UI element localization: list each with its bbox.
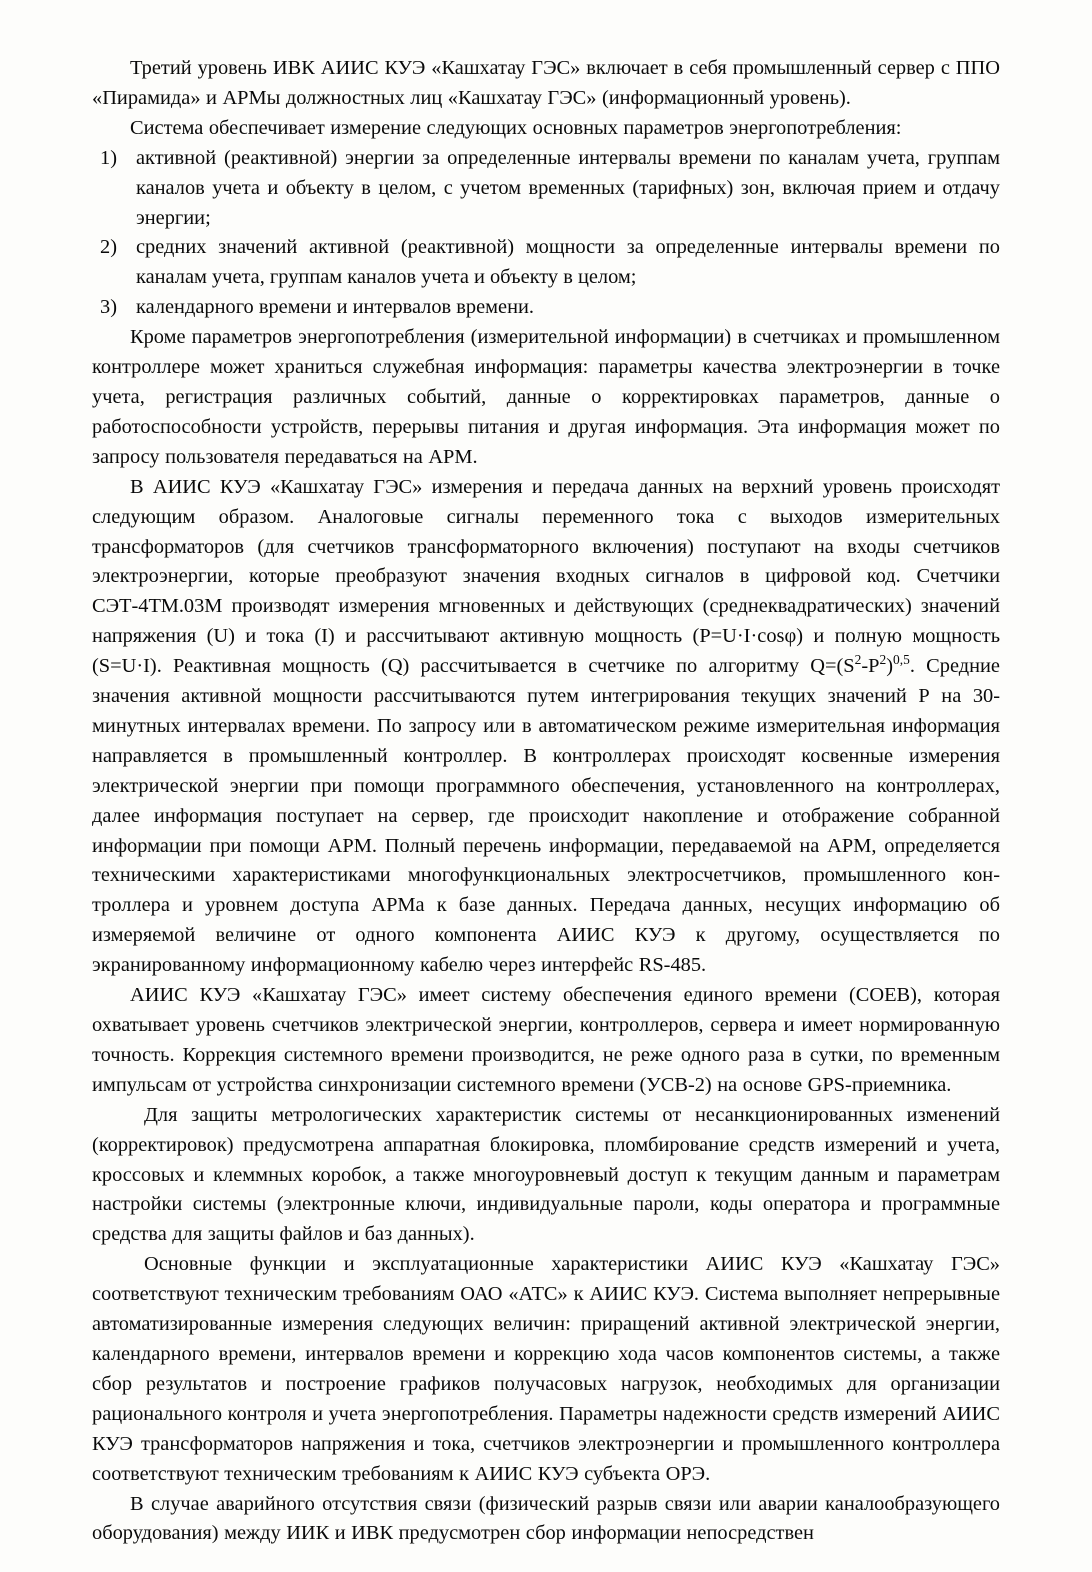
formula-exponent-half: 0,5 [893, 652, 910, 668]
paragraph-text-after-formula: . Средние значения активной мощности рассчитываются путем интегрирования текущих значений Р на 30-минутных интервалах времени. По запросу или в автоматическом режиме измерительная информация направляется в промышленный контроллер. В контроллерах происходят косвенные измерения электрической энергии при помощи программного обеспечения, установленного на контроллерах, далее информация поступает на сервер, где происходит накопление и отображение собранной информации при помощи АРМ. Полный перечень информации, передаваемой на АРМ, определяется техническими характеристиками многофункциональных электросчетчиков, промышленного контроллера и уровнем доступа АРМа к базе данных. Передача данных, несущих информацию об измеряемой величине от одного компонента АИИС КУЭ к другому, осуществляется по экранированному информационному кабелю через интерфейс RS-485. [92, 655, 1000, 977]
numbered-list-parameters [92, 144, 1000, 323]
paragraph-service-information: Кроме параметров энергопотребления (измерительной информации) в счетчиках и промышленном контроллере может храниться служебная информация: параметры качества электроэнергии в точке учета, регистрация различных событий, данные о корректировках параметров, данные о работоспособности устройств, перерывы питания и другая информация. Эта информация может по запросу пользователя передаваться на АРМ. [92, 326, 1000, 468]
paragraph-main-functions: Основные функции и эксплуатационные характеристики АИИС КУЭ «Кашхатау ГЭС» соответствуют техническим требованиям ОАО «АТС» к АИИС КУЭ. Система выполняет непрерывные автоматизированные измерения следующих величин: приращений активной электрической энергии, календарного времени, интервалов времени и коррекцию хода часов компонентов системы, а также сбор результатов и построение графиков получасовых нагрузок, необходимых для организации рационального контроля и учета энергопотребления. Параметры надежности средств измерений АИИС КУЭ трансформаторов напряжения и тока, счетчиков электроэнергии и промышленного контроллера соответствуют техническим требованиям к АИИС КУЭ субъекта ОРЭ. [92, 1253, 1000, 1485]
list-item-text: средних значений активной (реактивной) мощности за определенные интервалы времени по каналам учета, группам каналов учета и объекту в целом; [136, 236, 1000, 289]
formula-close-paren: ) [886, 655, 893, 678]
paragraph-system-measures: Система обеспечивает измерение следующих основных параметров энергопотребления: [130, 116, 902, 139]
paragraph-third-level: Третий уровень ИВК АИИС КУЭ «Кашхатау ГЭС» включает в себя промышленный сервер с ППО «Пирамида» и АРМы должностных лиц «Кашхатау ГЭС» (информационный уровень). [92, 57, 1000, 109]
list-item-marker: 3) [100, 296, 117, 319]
list-item [92, 144, 1000, 234]
list-item-marker: 1) [100, 146, 117, 169]
formula-exponent-s: 2 [854, 652, 862, 668]
paragraph-emergency-connection-loss: В случае аварийного отсутствия связи (физический разрыв связи или аварии каналообразующего оборудования) между ИИК и ИВК предусмотрен сбор информации непосредствен [92, 1492, 1000, 1545]
list-item [92, 293, 1000, 323]
list-item [92, 233, 1000, 293]
paragraph-metrological-protection: Для защиты метрологических характеристик системы от несанкционированных изменений (корректировок) предусмотрена аппаратная блокировка, пломбирование средств измерений и учета, кроссовых и клеммных коробок, а также многоуровневый доступ к текущим данным и параметрам настройки системы (электронные ключи, индивидуальные пароли, коды оператора и программные средства для защиты файлов и баз данных). [92, 1103, 1000, 1246]
page-text-body [92, 54, 1000, 1549]
paragraph-measurement-transfer [92, 473, 1000, 981]
paragraph-unified-time-system: АИИС КУЭ «Кашхатау ГЭС» имеет систему обеспечения единого времени (СОЕВ), которая охватывает уровень счетчиков электрической энергии, контроллеров, сервера и имеет нормированную точность. Коррекция системного времени производится, не реже одного раза в сутки, по временным импульсам от устройства синхронизации системного времени (УСВ-2) на основе GPS-приемника. [92, 984, 1000, 1096]
list-item-text: активной (реактивной) энергии за определенные интервалы времени по каналам учета, группам каналов учета и объекту в целом, с учетом временных (тарифных) зон, включая прием и отдачу энергии; [136, 146, 1000, 229]
paragraph-text-before-formula: В АИИС КУЭ «Кашхатау ГЭС» измерения и передача данных на верхний уровень происходят следующим образом. Аналоговые сигналы переменного тока с выходов измерительных трансформаторов (для счетчиков трансформаторного включения) поступают на входы счетчиков электроэнергии, которые преобразуют значения входных сигналов в цифровой код. Счетчики СЭТ-4ТМ.03М производят измерения мгновенных и действующих (среднеквадратических) значений напряжения (U) и тока (I) и рассчитывают активную мощность (P=U·I·cosφ) и полную мощность (S=U·I). Реактивная мощность (Q) рассчитывается в счетчике по алгоритму Q=(S [92, 475, 1000, 678]
formula-exponent-p: 2 [879, 652, 887, 668]
list-item-marker: 2) [100, 236, 117, 259]
formula-minus-p: -P [861, 655, 880, 678]
list-item-text: календарного времени и интервалов времени. [136, 296, 535, 319]
reactive-power-formula [854, 652, 910, 678]
